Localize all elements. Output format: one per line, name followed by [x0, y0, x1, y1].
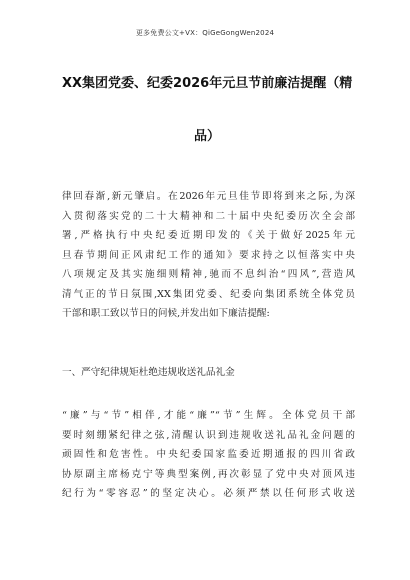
title-line-2: 品）	[193, 129, 220, 144]
paragraph-line: 入贯彻落实党的二十大精神和二十届中央纪委历次全会部	[62, 210, 355, 222]
paragraph-line: 律回春渐,新元肇启。在2026年元旦佳节即将到来之际,为深	[62, 191, 355, 202]
section-heading-1: 一、严守纪律规矩杜绝违规收送礼品礼金	[62, 367, 235, 378]
paragraph-line: 顽固性和危害性。中央纪委国家监委近期通报的四川省政	[62, 449, 355, 460]
paragraph-line: 协原副主席杨克宁等典型案例,再次彰显了党中央对顶风违	[62, 468, 355, 480]
paragraph-line: “廉”与“节”相伴,才能“廉”“节”生辉。全体党员干部	[62, 410, 355, 421]
paragraph-line: 纪行为“零容忍”的坚定决心。必须严禁以任何形式收送	[62, 488, 355, 499]
document-title	[62, 72, 352, 144]
paragraph-section-1	[62, 406, 355, 504]
paragraph-line: 八项规定及其实施细则精神,驰而不息纠治“四风”,营造风	[62, 269, 355, 280]
paragraph-line: 要时刻绷紧纪律之弦,清醒认识到违规收送礼品礼金问题的	[62, 429, 355, 441]
paragraph-line: 干部和职工致以节日的问候,并发出如下廉洁提醒:	[62, 308, 270, 319]
paragraph-line: 署,严格执行中央纪委近期印发的《关于做好2025年元	[62, 230, 355, 241]
paragraph-line: 旦春节期间正风肃纪工作的通知》要求持之以恒落实中央	[62, 249, 355, 261]
paragraph-intro	[62, 187, 355, 324]
title-line-1: XX集团党委、纪委2026年元旦节前廉洁提醒（精	[62, 76, 353, 91]
header-note: 更多免费公文+VX：QiGeGongWen2024	[135, 29, 275, 37]
paragraph-line: 清气正的节日氛围,XX集团党委、纪委向集团系统全体党员	[62, 288, 355, 300]
